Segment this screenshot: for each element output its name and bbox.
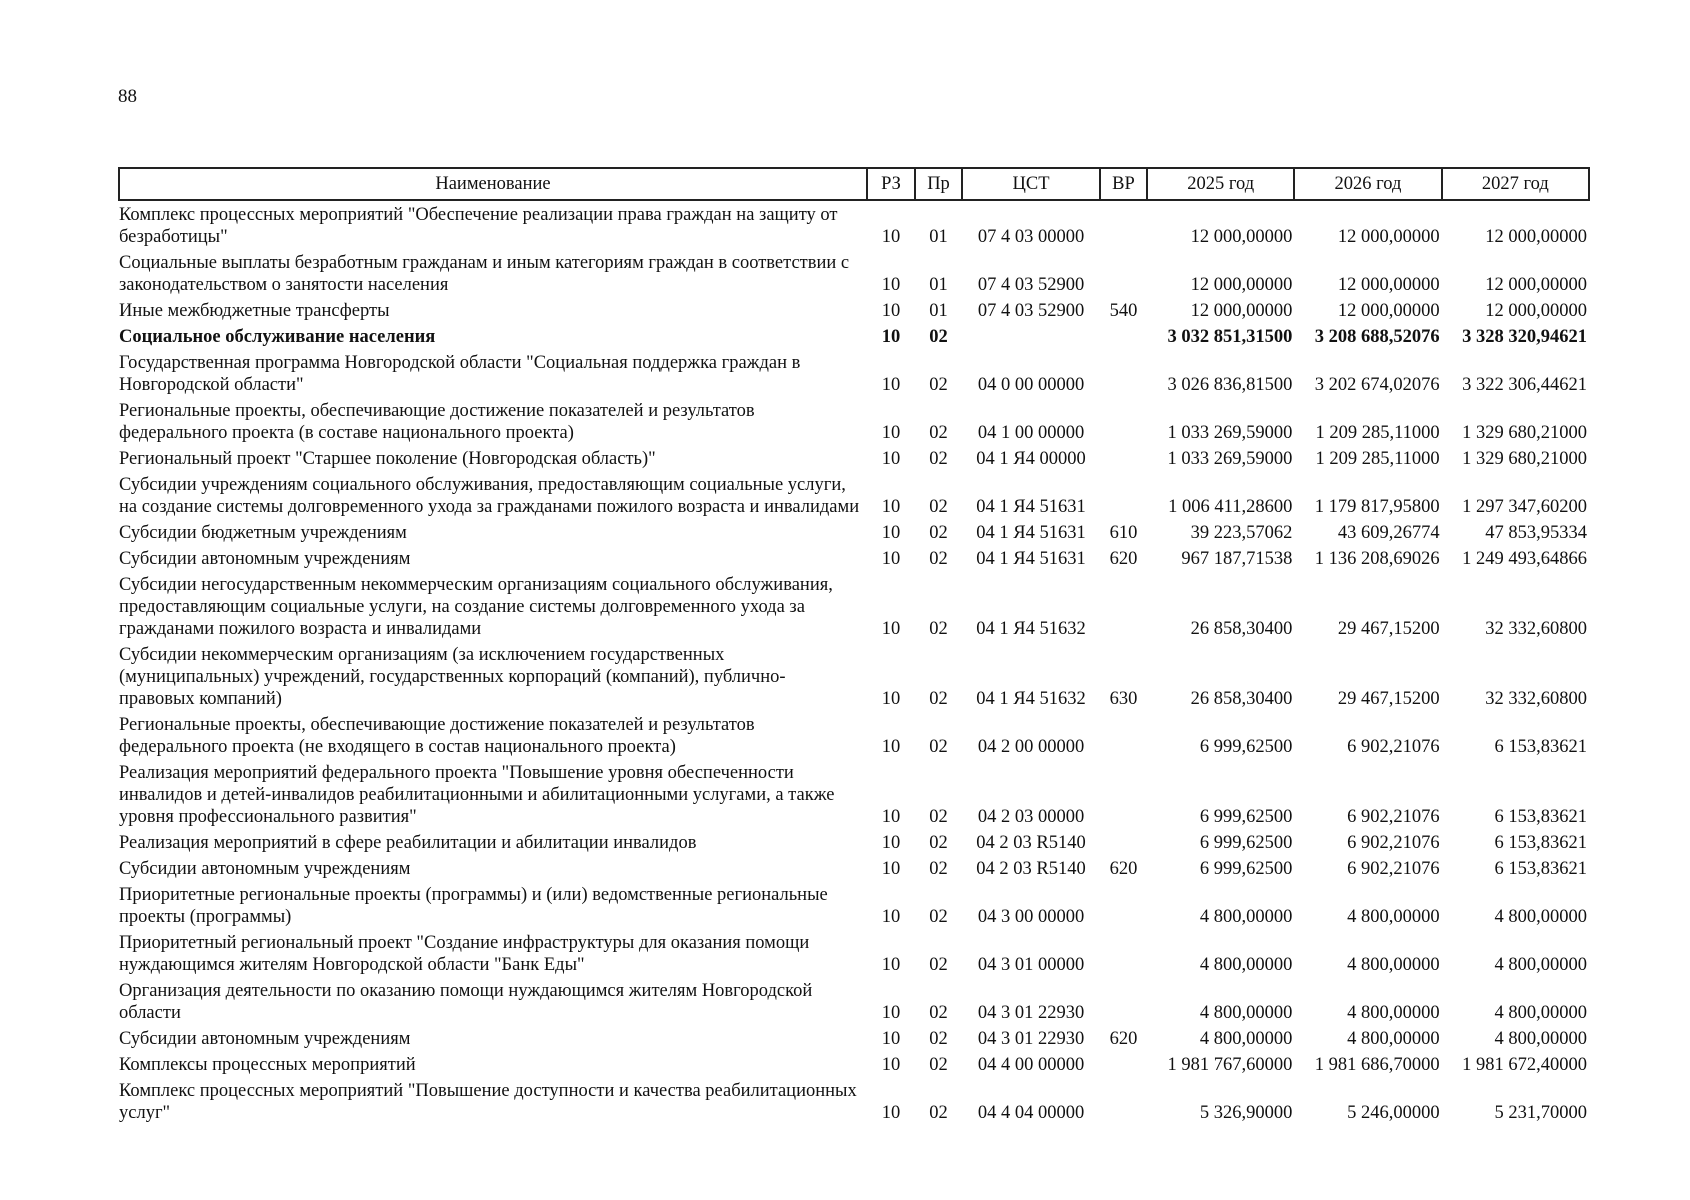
row-2025: 26 858,30400 [1190,689,1293,709]
row-2026: 6 902,21076 [1347,737,1440,757]
table-row [119,323,1589,349]
row-rz: 10 [881,619,901,639]
header-pr: Пр [915,168,962,200]
row-2025: 6 999,62500 [1199,737,1293,757]
row-2027: 32 332,60800 [1485,619,1587,639]
header-2026: 2026 год [1294,168,1441,200]
row-2027: 6 153,83621 [1494,833,1587,853]
row-cst: 04 0 00 00000 [977,375,1085,395]
row-vr [1100,929,1147,977]
row-2026: 6 902,21076 [1347,859,1440,879]
row-cst: 04 3 01 22930 [977,1029,1085,1049]
row-pr: 02 [929,523,948,543]
table-row [119,855,1589,881]
row-2027: 5 231,70000 [1494,1103,1587,1123]
row-cst: 04 1 Я4 00000 [976,449,1086,469]
row-vr: 620 [1109,549,1138,569]
table-row [119,200,1589,249]
row-name: Субсидии негосударственным некоммерческим организациям социального обслуживания, предоставляющим социальные услуги, на создание системы долговременного ухода за гражданами пожилого возраста и инвалидами [119,575,833,639]
header-name: Наименование [119,168,867,200]
table-row [119,297,1589,323]
row-rz: 10 [881,449,901,469]
table-row [119,711,1589,759]
row-name: Региональные проекты, обеспечивающие достижение показателей и результатов федерального проекта (в составе национального проекта) [119,401,755,443]
row-2027: 1 249 493,64866 [1462,549,1587,569]
row-cst: 04 1 00 00000 [977,423,1085,443]
row-pr: 02 [929,907,948,927]
row-vr [1100,323,1147,349]
row-2026: 1 209 285,11000 [1315,449,1440,469]
table-row [119,545,1589,571]
table-row [119,881,1589,929]
row-2027: 6 153,83621 [1494,807,1587,827]
row-2025: 39 223,57062 [1190,523,1293,543]
row-name: Региональный проект "Старшее поколение (Новгородская область)" [119,449,656,469]
table-row [119,929,1589,977]
row-cst: 04 1 Я4 51632 [976,619,1086,639]
row-2026: 3 202 674,02076 [1314,375,1440,395]
row-name: Комплекс процессных мероприятий "Повышение доступности и качества реабилитационных услуг" [119,1081,857,1123]
row-2026: 4 800,00000 [1347,907,1440,927]
row-2027: 1 329 680,21000 [1462,423,1587,443]
row-2027: 4 800,00000 [1494,1029,1587,1049]
row-pr: 02 [929,833,948,853]
row-pr: 02 [929,497,948,517]
table-row [119,471,1589,519]
table-row [119,641,1589,711]
row-2026: 4 800,00000 [1347,1003,1440,1023]
row-name: Субсидии некоммерческим организациям (за исключением государственных (муниципальных) учреждений, государственных корпораций (компаний), публично-правовых компаний) [119,645,786,709]
row-cst: 04 4 00 00000 [977,1055,1085,1075]
row-rz: 10 [881,227,901,247]
row-cst [962,323,1100,349]
row-name: Комплекс процессных мероприятий "Обеспечение реализации права граждан на защиту от безработицы" [119,205,838,247]
row-vr [1100,829,1147,855]
row-pr: 02 [929,1055,948,1075]
row-rz: 10 [881,955,901,975]
row-2027: 6 153,83621 [1494,859,1587,879]
row-2025: 26 858,30400 [1190,619,1293,639]
row-2026: 29 467,15200 [1337,619,1440,639]
row-rz: 10 [881,1003,901,1023]
row-2027: 4 800,00000 [1494,955,1587,975]
table-row [119,249,1589,297]
row-2026: 12 000,00000 [1337,301,1440,321]
table-row [119,571,1589,641]
row-rz: 10 [881,737,901,757]
row-vr: 630 [1109,689,1138,709]
row-2025: 6 999,62500 [1199,833,1293,853]
row-2025: 967 187,71538 [1181,549,1293,569]
row-rz: 10 [881,859,901,879]
row-2025: 3 032 851,31500 [1167,327,1293,347]
row-rz: 10 [881,1103,901,1123]
row-2025: 12 000,00000 [1190,301,1293,321]
row-2026: 1 981 686,70000 [1314,1055,1440,1075]
row-name: Реализация мероприятий федерального проекта "Повышение уровня обеспеченности инвалидов и детей-инвалидов реабилитационными и абилитационными услугами, а также уровня профессионального развития" [119,763,835,827]
row-rz: 10 [881,327,901,347]
row-rz: 10 [881,423,901,443]
table-row [119,445,1589,471]
header-rz: РЗ [867,168,915,200]
row-rz: 10 [881,549,901,569]
header-cst: ЦСТ [962,168,1100,200]
table-row [119,349,1589,397]
row-name: Субсидии автономным учреждениям [119,859,411,879]
row-name: Региональные проекты, обеспечивающие достижение показателей и результатов федерального проекта (не входящего в состав национального проекта) [119,715,755,757]
row-2025: 12 000,00000 [1190,227,1293,247]
row-pr: 02 [929,1003,948,1023]
table-header [119,168,1589,200]
row-2027: 12 000,00000 [1485,275,1587,295]
row-pr: 02 [929,619,948,639]
row-2025: 4 800,00000 [1199,1003,1293,1023]
row-2025: 1 033 269,59000 [1167,449,1293,469]
row-2027: 3 328 320,94621 [1462,327,1587,347]
row-rz: 10 [881,907,901,927]
row-cst: 04 1 Я4 51631 [976,523,1086,543]
row-2025: 3 026 836,81500 [1167,375,1293,395]
row-vr [1100,881,1147,929]
row-pr: 01 [929,227,948,247]
table-row [119,759,1589,829]
row-2025: 1 006 411,28600 [1168,497,1293,517]
row-cst: 04 1 Я4 51632 [976,689,1086,709]
row-vr [1100,711,1147,759]
row-rz: 10 [881,301,901,321]
row-2026: 29 467,15200 [1337,689,1440,709]
row-name: Иные межбюджетные трансферты [119,301,390,321]
row-vr [1100,471,1147,519]
row-vr [1100,977,1147,1025]
row-name: Приоритетный региональный проект "Создание инфраструктуры для оказания помощи нуждающимся жителям Новгородской области "Банк Еды" [119,933,810,975]
row-name: Субсидии автономным учреждениям [119,549,411,569]
row-cst: 04 4 04 00000 [977,1103,1085,1123]
row-vr: 610 [1109,523,1138,543]
row-pr: 02 [929,689,948,709]
row-2025: 4 800,00000 [1199,907,1293,927]
row-name: Организация деятельности по оказанию помощи нуждающимся жителям Новгородской области [119,981,813,1023]
row-name: Социальное обслуживание населения [119,327,436,347]
row-cst: 07 4 03 00000 [977,227,1085,247]
header-2025: 2025 год [1147,168,1294,200]
row-2025: 4 800,00000 [1199,955,1293,975]
row-2027: 4 800,00000 [1494,1003,1587,1023]
row-2027: 12 000,00000 [1485,301,1587,321]
header-vr: ВР [1100,168,1147,200]
row-name: Социальные выплаты безработным гражданам и иным категориям граждан в соответствии с законодательством о занятости населения [119,253,850,295]
row-rz: 10 [881,275,901,295]
row-2027: 4 800,00000 [1494,907,1587,927]
row-2026: 4 800,00000 [1347,955,1440,975]
row-vr [1100,349,1147,397]
row-pr: 02 [929,449,948,469]
row-2026: 6 902,21076 [1347,833,1440,853]
row-vr [1100,571,1147,641]
row-rz: 10 [881,1055,901,1075]
row-2027: 1 297 347,60200 [1462,497,1587,517]
row-pr: 02 [929,375,948,395]
table-row [119,1025,1589,1051]
row-vr [1100,1051,1147,1077]
row-2026: 4 800,00000 [1347,1029,1440,1049]
row-2025: 6 999,62500 [1199,807,1293,827]
row-2025: 1 033 269,59000 [1167,423,1293,443]
row-cst: 04 3 00 00000 [977,907,1085,927]
row-cst: 04 2 03 00000 [977,807,1085,827]
row-rz: 10 [881,807,901,827]
row-pr: 02 [929,1029,948,1049]
row-2025: 12 000,00000 [1190,275,1293,295]
row-2026: 12 000,00000 [1337,275,1440,295]
row-2025: 4 800,00000 [1199,1029,1293,1049]
row-vr [1100,445,1147,471]
row-pr: 02 [929,423,948,443]
row-2026: 12 000,00000 [1337,227,1440,247]
row-2025: 6 999,62500 [1199,859,1293,879]
row-pr: 02 [929,955,948,975]
row-2026: 1 209 285,11000 [1315,423,1440,443]
row-cst: 07 4 03 52900 [977,275,1085,295]
row-name: Комплексы процессных мероприятий [119,1055,416,1075]
row-rz: 10 [881,689,901,709]
row-name: Государственная программа Новгородской области "Социальная поддержка граждан в Новгородской области" [119,353,801,395]
row-2027: 12 000,00000 [1485,227,1587,247]
row-cst: 04 1 Я4 51631 [976,549,1086,569]
table-row [119,397,1589,445]
row-2027: 3 322 306,44621 [1462,375,1587,395]
row-pr: 02 [929,807,948,827]
row-name: Субсидии автономным учреждениям [119,1029,411,1049]
row-pr: 02 [929,327,948,347]
table-row [119,829,1589,855]
row-2026: 43 609,26774 [1337,523,1440,543]
row-vr [1100,759,1147,829]
budget-table [118,167,1590,1125]
row-name: Приоритетные региональные проекты (программы) и (или) ведомственные региональные проекты (программы) [119,885,828,927]
row-cst: 04 2 03 R5140 [976,859,1086,879]
row-cst: 04 1 Я4 51631 [976,497,1086,517]
row-rz: 10 [881,833,901,853]
row-name: Субсидии бюджетным учреждениям [119,523,407,543]
row-cst: 07 4 03 52900 [977,301,1085,321]
row-2025: 1 981 767,60000 [1167,1055,1293,1075]
row-cst: 04 3 01 22930 [977,1003,1085,1023]
row-vr [1100,249,1147,297]
row-vr: 620 [1109,1029,1138,1049]
row-cst: 04 2 03 R5140 [976,833,1086,853]
row-2027: 6 153,83621 [1494,737,1587,757]
header-2027: 2027 год [1442,168,1589,200]
row-cst: 04 3 01 00000 [977,955,1085,975]
row-2026: 3 208 688,52076 [1314,327,1440,347]
row-vr [1100,200,1147,249]
row-pr: 02 [929,859,948,879]
row-2027: 47 853,95334 [1485,523,1587,543]
row-cst: 04 2 00 00000 [977,737,1085,757]
row-2027: 32 332,60800 [1485,689,1587,709]
row-rz: 10 [881,375,901,395]
table-body [119,200,1589,1125]
row-vr: 540 [1109,301,1138,321]
row-2025: 5 326,90000 [1199,1103,1293,1123]
row-vr [1100,1077,1147,1125]
row-vr [1100,397,1147,445]
row-name: Реализация мероприятий в сфере реабилитации и абилитации инвалидов [119,833,697,853]
row-pr: 02 [929,737,948,757]
row-2026: 1 179 817,95800 [1314,497,1440,517]
row-2027: 1 329 680,21000 [1462,449,1587,469]
row-2026: 5 246,00000 [1347,1103,1440,1123]
row-pr: 02 [929,1103,948,1123]
row-name: Субсидии учреждениям социального обслуживания, предоставляющим социальные услуги, на создание системы долговременного ухода за гражданами пожилого возраста и инвалидами [119,475,860,517]
row-pr: 01 [929,275,948,295]
row-vr: 620 [1109,859,1138,879]
table-row [119,519,1589,545]
row-rz: 10 [881,497,901,517]
row-pr: 02 [929,549,948,569]
table-row [119,1051,1589,1077]
page-number: 88 [118,86,137,107]
row-pr: 01 [929,301,948,321]
row-2027: 1 981 672,40000 [1462,1055,1587,1075]
row-rz: 10 [881,523,901,543]
table-row [119,1077,1589,1125]
table-row [119,977,1589,1025]
row-2026: 6 902,21076 [1347,807,1440,827]
row-rz: 10 [881,1029,901,1049]
row-2026: 1 136 208,69026 [1314,549,1440,569]
